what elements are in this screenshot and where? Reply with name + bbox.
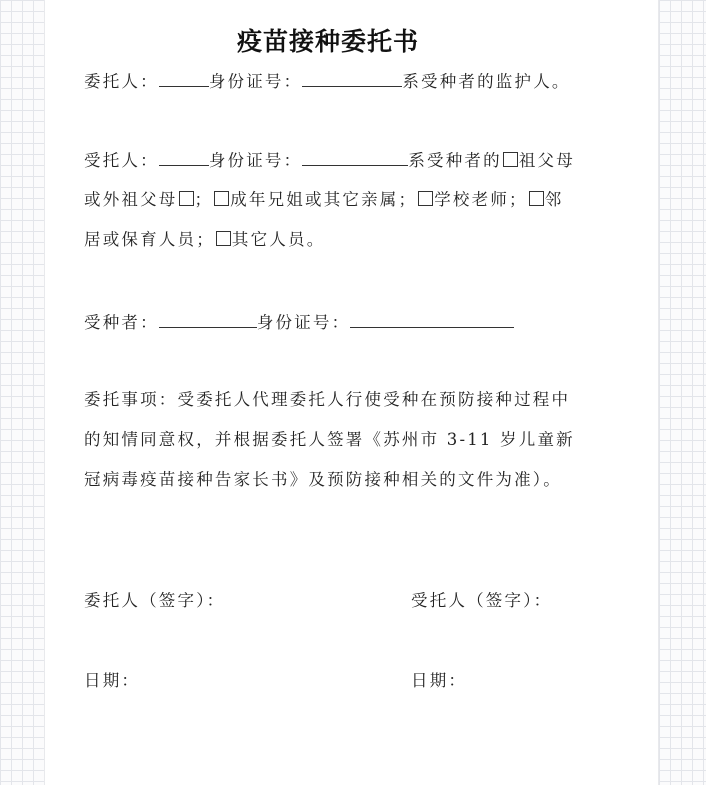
trustee-label: 受托人： (84, 151, 159, 170)
option-grandparents-label: 祖父母 (518, 151, 575, 170)
checkbox-other[interactable] (216, 231, 231, 246)
option-teacher-label: 学校老师 (434, 190, 510, 209)
checkbox-teacher[interactable] (418, 191, 433, 206)
trustee-options-line (84, 188, 563, 212)
matters-line-3: 冠病毒疫苗接种告家长书》及预防接种相关的文件为准）。 (84, 470, 562, 489)
checkbox-relatives[interactable] (214, 191, 229, 206)
checkbox-maternal-grandparents[interactable] (179, 191, 194, 206)
right-margin-grid (658, 0, 706, 785)
date-label-left: 日期： (84, 671, 141, 690)
separator: ； (398, 190, 418, 209)
trustee-signature-label: 受托人（签字）： (411, 591, 553, 610)
trustee-line (84, 148, 575, 173)
separator: ； (196, 230, 215, 249)
checkbox-grandparents[interactable] (503, 152, 518, 167)
recipient-id-blank[interactable] (350, 310, 514, 328)
separator: ； (194, 190, 214, 209)
principal-name-blank[interactable] (159, 69, 209, 87)
option-neighbor-label: 邻 (544, 190, 564, 209)
date-label-right: 日期： (411, 671, 468, 690)
checkbox-neighbor[interactable] (529, 191, 544, 206)
relation-prefix: 系受种者的 (408, 151, 502, 170)
id-number-label: 身份证号： (208, 72, 303, 91)
document-title: 疫苗接种委托书 (236, 27, 419, 56)
matters-line-1: 委托事项：受委托人代理委托人行使受种在预防接种过程中 (84, 390, 571, 409)
id-number-label: 身份证号： (256, 313, 351, 332)
principal-line (84, 69, 571, 94)
principal-signature-label: 委托人（签字）： (84, 591, 226, 610)
option-relatives-label: 成年兄姐或其它亲属 (230, 190, 399, 209)
option-caregiver-label: 居或保育人员 (84, 230, 197, 249)
left-margin-grid (0, 0, 45, 785)
recipient-name-blank[interactable] (159, 310, 257, 328)
matters-line-2: 的知情同意权，并根据委托人签署《苏州市 3-11 岁儿童新 (84, 430, 575, 449)
id-number-label: 身份证号： (208, 151, 303, 170)
recipient-label: 受种者： (84, 313, 159, 332)
trustee-options-line-2 (84, 228, 325, 252)
option-maternal-grandparents-label: 或外祖父母 (84, 190, 178, 209)
guardian-statement: 系受种者的监护人。 (402, 72, 571, 91)
separator: ； (509, 190, 528, 209)
trustee-name-blank[interactable] (159, 148, 209, 166)
principal-id-blank[interactable] (302, 69, 402, 87)
trustee-id-blank[interactable] (302, 148, 408, 166)
option-other-label: 其它人员。 (231, 230, 326, 249)
principal-label: 委托人： (84, 72, 159, 91)
recipient-line (84, 310, 514, 335)
